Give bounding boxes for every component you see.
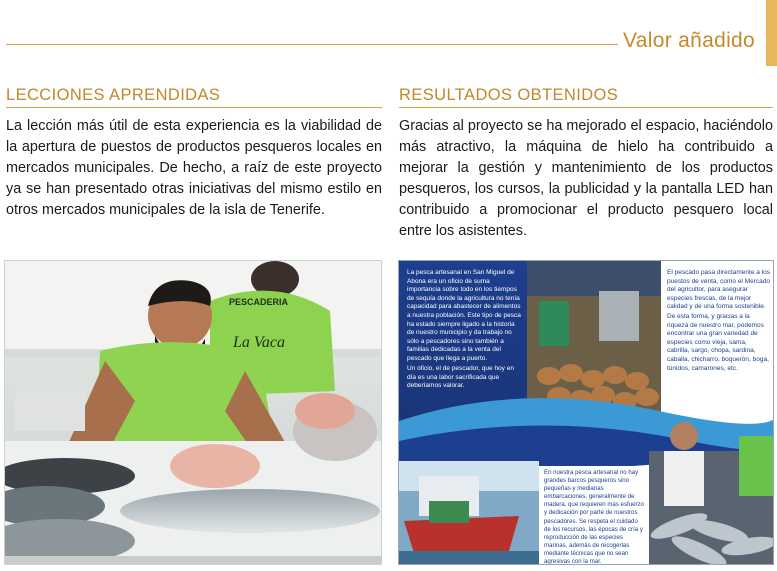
shirt-brand: La Vaca bbox=[233, 334, 285, 351]
shirt-label: PESCADERIA bbox=[229, 297, 289, 307]
lessons-heading: LECCIONES APRENDIDAS bbox=[6, 86, 221, 104]
results-heading: RESULTADOS OBTENIDOS bbox=[399, 86, 619, 104]
lessons-heading-rule bbox=[6, 107, 382, 108]
poster-text-boats: En nuestra pesca artesanal no hay grandes barcos pesqueros sino pequeñas y medianas embarcaciones, generalmente de madera, que requieren más esfuerzo y dedicación por parte de nuestros pescadores. Se respeta el cuidado de los recursos, las épocas de cría y reproducción de las especies marinas, además de recogerlas mediante técnicas que no sean agresivas con la mar. bbox=[544, 469, 644, 565]
fishmonger-photo bbox=[4, 260, 382, 565]
poster-text-sacrifice: Un oficio, el de pescador, que hoy en día es una labor sacrificada que deberíamos valorar. bbox=[407, 365, 514, 390]
poster-text-fresh: El pescado pasa directamente a los puestos de venta, como el Mercado del agricultor, para asegurar especies frescas, de la mejor calidad y de una forma sostenible. bbox=[667, 269, 770, 311]
fishing-poster bbox=[398, 260, 774, 565]
results-paragraph: Gracias al proyecto se ha mejorado el espacio, haciéndolo más atractivo, la máquina de hielo ha contribuido a mejorar la gestión y mantenimiento de los productos pesqueros, los cursos, la publicidad y la pantalla LED han contribuido a promocionar el producto pesquero local entre los asistentes. bbox=[399, 118, 773, 239]
poster-text-history: La pesca artesanal en San Miguel de Abona era un oficio de suma importancia sobre todo en los tiempos de sequía donde la agricultura no tenía capacidad para abastecer de alimentos a nuestra población. Este tipo de pesca ha estado siempre ligado a la historia de nuestro municipio y da trabajo no sólo a pescadores sino también a familias dedicadas a la venta del pescado que llega a puerto. bbox=[407, 269, 521, 362]
side-accent-bar bbox=[766, 0, 777, 66]
header-rule bbox=[6, 44, 618, 45]
lessons-paragraph: La lección más útil de esta experiencia es la viabilidad de la apertura de puestos de productos pesqueros locales en mercados municipales. De hecho, a raíz de este proyecto ya se han presentado otras iniciativas del mismo estilo en otros mercados municipales de la isla de Tenerife. bbox=[6, 118, 382, 218]
poster-text-species: De esta forma, y gracias a la riqueza de nuestro mar, podemos encontrar una gran variedad de especies como vieja, sama, cabrilla, sargo, chopa, sardina, caballa, chicharro, boquerón, boga, túnidos, camarones, etc. bbox=[667, 313, 769, 372]
results-heading-rule bbox=[399, 107, 773, 108]
section-title: Valor añadido bbox=[623, 29, 755, 52]
